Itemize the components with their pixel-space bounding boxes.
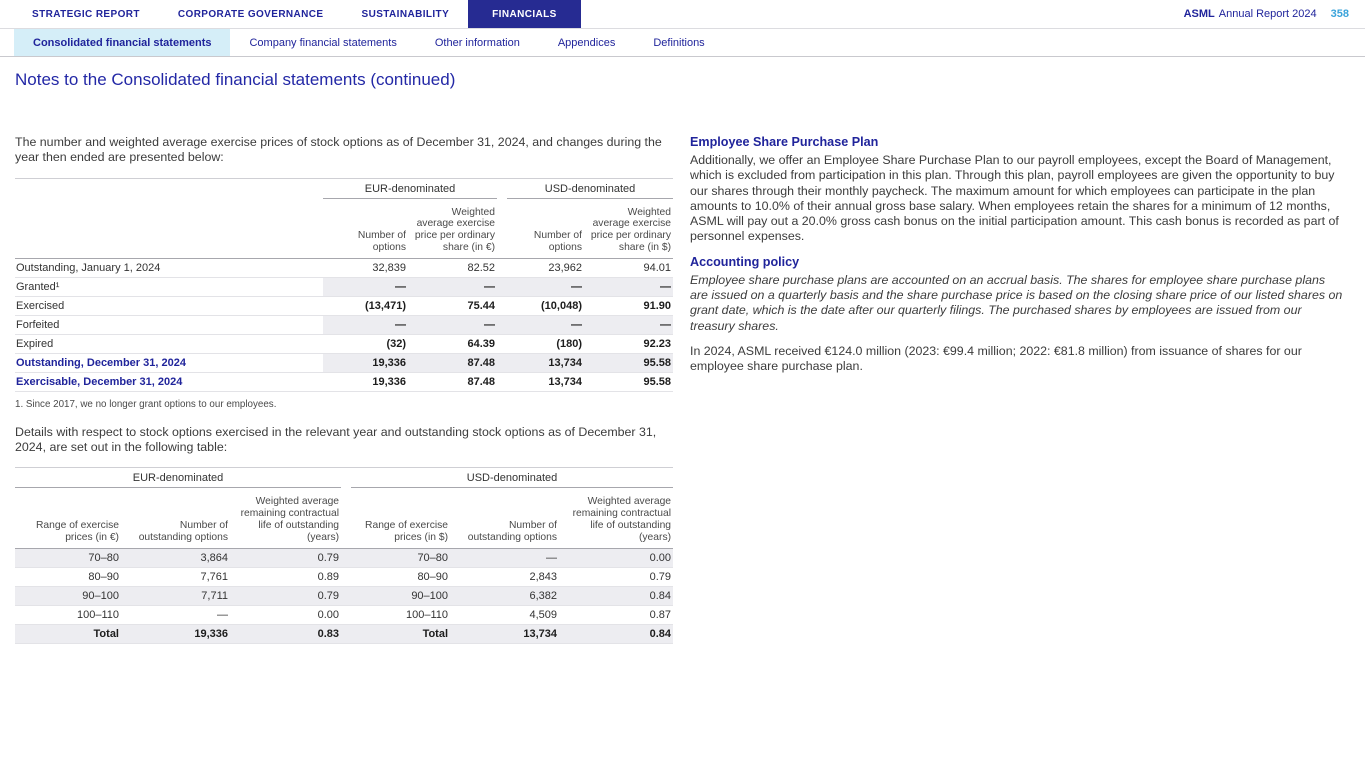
value-cell: 0.87 [559, 605, 673, 624]
main-content [15, 135, 1350, 644]
accounting-policy-paragraph: Employee share purchase plans are accounted on an accrual basis. The shares for employee share purchase plans are issued on a quarterly basis and the share purchase price is based on the closing share price of our listed shares on grant date, which is the date after our quarterly filings. The purchased shares by employees are issued from our treasury shares. [690, 272, 1343, 333]
table-row [15, 586, 673, 605]
value-cell: 7,761 [121, 567, 230, 586]
value-cell: 0.84 [559, 586, 673, 605]
value-cell: 0.89 [230, 567, 341, 586]
value-cell: 19,336 [121, 624, 230, 643]
value-cell: 32,839 [323, 258, 408, 277]
value-cell: 4,509 [450, 605, 559, 624]
row-label: Forfeited [15, 315, 323, 334]
value-cell: 13,734 [497, 372, 584, 391]
table-row [15, 315, 673, 334]
value-cell: 82.52 [408, 258, 497, 277]
value-cell: 3,864 [121, 548, 230, 567]
intro-paragraph-2: Details with respect to stock options exercised in the relevant year and outstanding stock options as of December 31, 2024, are set out in the following table: [15, 424, 657, 455]
table-row [15, 258, 673, 277]
value-cell: (32) [323, 334, 408, 353]
value-cell: — [408, 277, 497, 296]
intro-paragraph: The number and weighted average exercise prices of stock options as of December 31, 2024, and changes during the year then ended are presented below: [15, 135, 662, 165]
asml-logo-text: ASML [1183, 8, 1215, 20]
value-cell: — [497, 277, 584, 296]
row-label: Outstanding, December 31, 2024 [15, 353, 323, 372]
value-cell: (180) [497, 334, 584, 353]
total-label: Total [15, 624, 121, 643]
left-column [15, 135, 673, 644]
col-header: Weighted average exercise price per ordinary share (in €) [408, 199, 497, 259]
value-cell: 90–100 [341, 586, 450, 605]
top-nav [0, 0, 1365, 29]
nav-item-financials[interactable]: FINANCIALS [468, 0, 581, 28]
table-row [15, 277, 673, 296]
nav-item-corporate-governance[interactable]: CORPORATE GOVERNANCE [177, 8, 324, 20]
col-header: Number of options [497, 199, 584, 259]
value-cell: 87.48 [408, 353, 497, 372]
value-cell: — [323, 315, 408, 334]
value-cell: 92.23 [584, 334, 673, 353]
column-header-row [15, 199, 673, 259]
stock-options-table [15, 178, 673, 392]
col-header: Number of outstanding options [121, 488, 230, 548]
value-cell: 19,336 [323, 353, 408, 372]
value-cell: — [408, 315, 497, 334]
table-row [15, 605, 673, 624]
value-cell: 6,382 [450, 586, 559, 605]
total-label: Total [341, 624, 450, 643]
value-cell: 100–110 [341, 605, 450, 624]
value-cell: — [584, 315, 673, 334]
tab-other-information[interactable]: Other information [434, 36, 520, 49]
value-cell: (10,048) [497, 296, 584, 315]
row-label: Expired [15, 334, 323, 353]
value-cell: 0.79 [559, 567, 673, 586]
value-cell: 91.90 [584, 296, 673, 315]
report-title: Annual Report 2024 [1218, 8, 1317, 20]
table-row [15, 548, 673, 567]
value-cell: 70–80 [15, 548, 121, 567]
section-heading-espp: Employee Share Purchase Plan [690, 135, 879, 149]
value-cell: — [323, 277, 408, 296]
value-cell: 2,843 [450, 567, 559, 586]
row-label: Exercisable, December 31, 2024 [15, 372, 323, 391]
row-label: Exercised [15, 296, 323, 315]
value-cell: 100–110 [15, 605, 121, 624]
value-cell: 95.58 [584, 353, 673, 372]
group-header-row [15, 468, 673, 489]
value-cell: 7,711 [121, 586, 230, 605]
col-header: Number of outstanding options [450, 488, 559, 548]
tab-company-financial-statements[interactable]: Company financial statements [249, 36, 397, 49]
table-row-total [15, 372, 673, 391]
table-row [15, 334, 673, 353]
options-detail-table [15, 467, 673, 643]
espp-paragraph: Additionally, we offer an Employee Share Purchase Plan to our payroll employees, except the Board of Management, which is excluded from participation in this plan. Through this plan, payroll employees are given the opportunity to buy our shares through their monthly paycheck. The maximum amount for which employees can participate in the plan amounts to 10.0% of their annual gross base salary. When employees retain the shares for a minimum of 12 months, ASML will pay out a 20.0% gross cash bonus on the initial participation amount. This cash bonus is recorded as part of personnel expenses. [690, 153, 1339, 244]
value-cell: 80–90 [15, 567, 121, 586]
value-cell: 0.84 [559, 624, 673, 643]
col-header: Weighted average remaining contractual life of outstanding (years) [559, 488, 673, 548]
tab-appendices[interactable]: Appendices [557, 36, 616, 49]
value-cell: 87.48 [408, 372, 497, 391]
value-cell: — [497, 315, 584, 334]
section-heading-accounting-policy: Accounting policy [690, 254, 800, 269]
row-label: Granted¹ [15, 277, 323, 296]
col-header: Number of options [323, 199, 408, 259]
espp-proceeds-paragraph: In 2024, ASML received €124.0 million (2023: €99.4 million; 2022: €81.8 million) from issuance of shares for our employee share purchase plan. [690, 343, 1302, 374]
nav-item-strategic-report[interactable]: STRATEGIC REPORT [32, 8, 140, 20]
value-cell: 0.00 [559, 548, 673, 567]
col-header: Weighted average exercise price per ordinary share (in $) [584, 199, 673, 259]
value-cell: 80–90 [341, 567, 450, 586]
group-header-eur: EUR-denominated [323, 183, 497, 199]
report-header [1184, 0, 1349, 28]
value-cell: 75.44 [408, 296, 497, 315]
value-cell: 64.39 [408, 334, 497, 353]
row-label: Outstanding, January 1, 2024 [15, 258, 323, 277]
value-cell: 95.58 [584, 372, 673, 391]
value-cell: 0.00 [230, 605, 341, 624]
value-cell: — [121, 605, 230, 624]
value-cell: 13,734 [497, 353, 584, 372]
col-header: Range of exercise prices (in $) [341, 488, 450, 548]
value-cell: (13,471) [323, 296, 408, 315]
table-row-total [15, 353, 673, 372]
page-number: 358 [1330, 8, 1349, 20]
value-cell: 19,336 [323, 372, 408, 391]
page-title: Notes to the Consolidated financial statements (continued) [15, 70, 456, 89]
value-cell: — [450, 548, 559, 567]
value-cell: 94.01 [584, 258, 673, 277]
right-column [690, 135, 1345, 644]
tab-consolidated-financial-statements[interactable]: Consolidated financial statements [14, 29, 230, 56]
group-header-usd: USD-denominated [507, 183, 673, 199]
col-header: Range of exercise prices (in €) [15, 488, 121, 548]
value-cell: — [584, 277, 673, 296]
nav-item-sustainability[interactable]: SUSTAINABILITY [361, 8, 450, 20]
sub-nav [0, 29, 1365, 57]
value-cell: 0.79 [230, 586, 341, 605]
value-cell: 70–80 [341, 548, 450, 567]
table-row [15, 567, 673, 586]
value-cell: 23,962 [497, 258, 584, 277]
col-header: Weighted average remaining contractual life of outstanding (years) [230, 488, 341, 548]
footnote: 1. Since 2017, we no longer grant options to our employees. [15, 398, 277, 410]
group-header-eur: EUR-denominated [15, 472, 341, 488]
table-row [15, 296, 673, 315]
column-header-row [15, 488, 673, 548]
group-header-usd: USD-denominated [351, 472, 673, 488]
group-header-row [15, 178, 673, 199]
value-cell: 90–100 [15, 586, 121, 605]
table-row-total [15, 624, 673, 643]
value-cell: 0.83 [230, 624, 341, 643]
tab-definitions[interactable]: Definitions [653, 36, 705, 49]
value-cell: 13,734 [450, 624, 559, 643]
value-cell: 0.79 [230, 548, 341, 567]
